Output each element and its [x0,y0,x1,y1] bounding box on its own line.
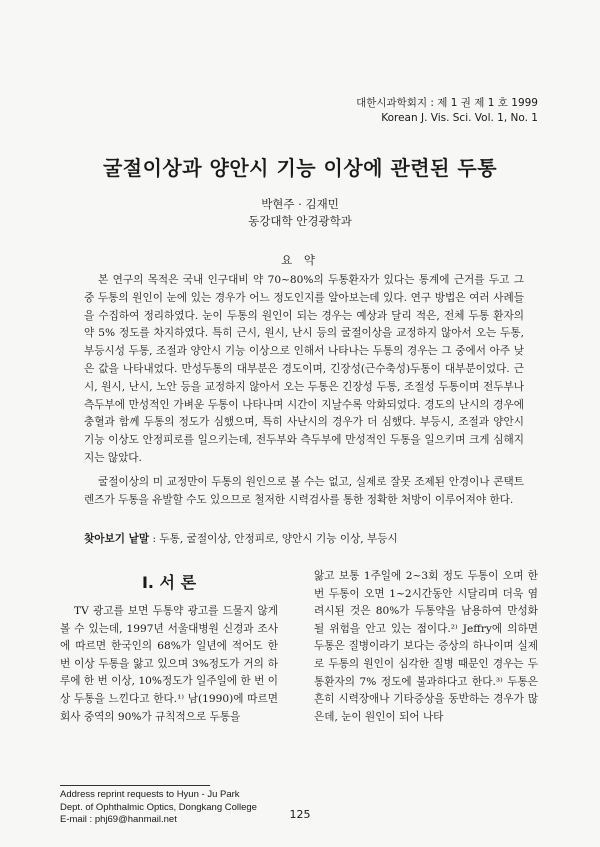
page-number: 125 [289,808,311,821]
abstract-heading: 요 약 [281,253,319,267]
journal-citation-english: Korean J. Vis. Sci. Vol. 1, No. 1 [381,112,538,124]
intro-right-column: 앓고 보통 1주일에 2~3회 정도 두통이 오며 한 번 두통이 오면 1~2시간동안 시달리며 더욱 염려시된 것은 80%가 두통약을 남용하여 만성화될 위험을 안고 있는 점이다.²⁾ Jeffry에 의하면 두통은 질병이라기 보다는 증상의 하나이며 실제로 두통의 원인이 심각한 질병 때문인 경우는 두통환자의 7% 정도에 불과하다고 한다.³⁾ 두통은 흔히 시력장애나 기타증상을 동반하는 경우가 많은데, 눈이 원인이 되어 나타 [314,570,538,723]
keywords [84,531,554,547]
abstract-paragraph-1: 본 연구의 목적은 국내 인구대비 약 70~80%의 두통환자가 있다는 통계에 근거를 두고 그 중 두통의 원인이 눈에 있는 경우가 어느 정도인지를 알아보는데 있다. 연구 방법은 여러 사례들을 수집하여 정리하였다. 눈이 두통의 원인이 되는 경우는 예상과 달리 적은, 전체 두통 환자의 약 5% 정도를 차지하였다. 특히 근시, 원시, 난시 등의 굴절이상을 교정하지 않아서 오는 두통, 부등시성 두통, 조절과 양안시 기능 이상으로 인해서 나타나는 두통의 경우는 그 중에서 아주 낮은 값을 나타내었다. 만성두통의 대부분은 경도이며, 긴장성(근수축성)두통이 대부분이었다. 근시, 원시, 난시, 노안 등을 교정하지 않아서 오는 두통은 긴장성 두통, 조절성 두통이며 전두부나 측두부에 만성적인 가벼운 두통이 나타나며 시간이 지날수록 악화되었다. 경도의 난시의 경우에 충혈과 함께 두통의 정도가 심했으며, 특히 사난시의 경우가 더 심했다. 부등시, 조절과 양안시 기능 이상도 안정피로를 일으키는데, 전두부와 측두부에 만성적인 두통을 일으키며 크게 심해지지는 않았다. [84,274,524,464]
footnote-line-2: Dept. of Ophthalmic Optics, Dongkang College [60,801,257,813]
paper-title: 굴절이상과 양안시 기능 이상에 관련된 두통 [102,156,498,180]
footnote-divider [60,785,210,786]
intro-left-column: TV 광고를 보면 두통약 광고를 드물지 않게 볼 수 있는데, 1997년 서울대병원 신경과 조사에 따르면 한국인의 68%가 일년에 적어도 한 번 이상 두통을 앓고 있으며 3%정도가 거의 하루에 한 번 이상, 10%정도가 일주일에 한 번 이상 두통을 느낀다고 한다.¹⁾ 남(1990)에 따르면 회사 중역의 90%가 규칙적으로 두통을 [60,605,278,723]
footnote-line-1: Address reprint requests to Hyun - Ju Park [60,789,240,800]
affiliation: 동강대학 안경광학과 [248,214,352,228]
footnote-email: E-mail : phj69@hanmail.net [60,814,177,825]
journal-citation-korean: 대한시과학회지 : 제 1 권 제 1 호 1999 [356,97,538,109]
authors: 박현주 · 김재민 [261,197,339,211]
section-heading-introduction: Ⅰ. 서 론 [141,573,197,592]
keywords-text: : 두통, 굴절이상, 안정피로, 양안시 기능 이상, 부등시 [149,533,398,545]
keywords-label: 찾아보기 낱말 [84,533,150,545]
abstract-paragraph-2: 굴절이상의 미 교정만이 두통의 원인으로 볼 수는 없고, 실제로 잘못 조제된 안경이나 콘택트렌즈가 두통을 유발할 수도 있으므로 철저한 시력검사를 통한 정확한 처방이 이루어져야 한다. [84,476,524,506]
